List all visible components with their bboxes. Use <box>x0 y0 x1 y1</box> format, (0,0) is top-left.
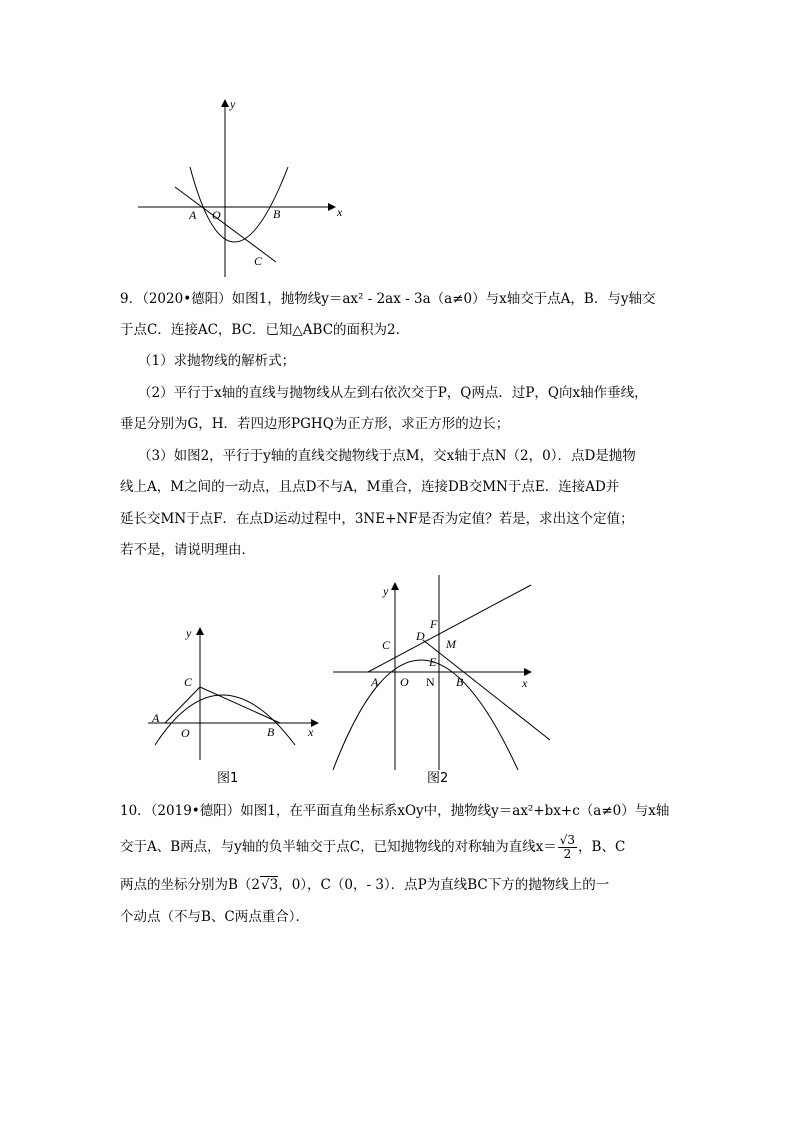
problem10-line2 <box>120 834 625 861</box>
fig1-point-b-label: B <box>267 725 275 739</box>
fig1-x-label: x <box>308 725 314 739</box>
fig2-point-c-label: C <box>382 638 391 652</box>
symmetry-axis-fraction <box>558 834 577 861</box>
fig1-point-c-label: C <box>184 675 193 689</box>
top-figure <box>130 92 360 282</box>
fraction-numerator: √3 <box>559 833 576 847</box>
point-a-label: A <box>189 208 197 222</box>
fig1-point-a-label: A <box>152 711 160 725</box>
figure-2 <box>328 575 558 770</box>
problem9-part3-line4: 若不是，请说明理由． <box>120 542 255 558</box>
fig2-x-label: x <box>522 676 528 690</box>
problem9-part1: （1）求抛物线的解析式； <box>138 353 296 369</box>
fig2-point-e-label: E <box>429 655 437 669</box>
figure-1-graph <box>140 620 330 760</box>
problem10-line3 <box>120 876 609 894</box>
fig1-origin-label: O <box>181 726 190 740</box>
problem10-line4: 个动点（不与B、C两点重合）． <box>120 909 309 925</box>
origin-label: O <box>212 208 221 222</box>
problem9-part2-line1: （2）平行于x轴的直线与抛物线从左到右依次交于P，Q两点．过P，Q向x轴作垂线， <box>138 385 648 401</box>
problem10-line1: 10．（2019•德阳）如图1，在平面直角坐标系xOy中，抛物线y＝ax²+bx+c（a≠0）与x轴 <box>120 803 670 819</box>
problem10-line3-text: 两点的坐标分别为B（2 <box>120 877 261 893</box>
point-c-label: C <box>254 254 263 268</box>
problem10-line3-tail: ，0），C（0，- 3）．点P为直线BC下方的抛物线上的一 <box>278 877 610 893</box>
fig2-point-a-label: A <box>371 675 379 689</box>
figure-2-caption: 图2 <box>427 771 449 786</box>
fig2-point-m-label: M <box>446 637 456 651</box>
fig2-point-n-label: N <box>426 675 435 689</box>
problem9-line2: 于点C．连接AC，BC．已知△ABC的面积为2． <box>120 322 410 338</box>
problem9-part2-line2: 垂足分别为G，H．若四边形PGHQ为正方形，求正方形的边长； <box>120 416 510 432</box>
sqrt-three: √3 <box>261 877 279 893</box>
problem10-line2-text: 交于A、B两点，与y轴的负半轴交于点C，已知抛物线的对称轴为直线x＝ <box>120 839 557 855</box>
fig2-line-db <box>423 640 550 740</box>
fraction-denominator: 2 <box>563 847 572 861</box>
problem9-part3-line2: 线上A，M之间的一动点，且点D不与A，M重合，连接DB交MN于点E．连接AD并 <box>120 479 620 495</box>
point-b-label: B <box>273 207 281 221</box>
figure-1 <box>140 620 330 760</box>
problem10-line2-tail: ，B、C <box>578 839 626 855</box>
fig2-origin-label: O <box>400 675 409 689</box>
figure-2-graph <box>328 575 558 770</box>
x-axis-label: x <box>337 205 343 219</box>
problem9-line1: 9．（2020•德阳）如图1，抛物线y＝ax² - 2ax - 3a（a≠0）与x轴交于点A，B．与y轴交 <box>120 291 656 307</box>
problem9-part3-line3: 延长交MN于点F．在点D运动过程中，3NE+NF是否为定值？若是，求出这个定值； <box>120 511 634 527</box>
top-parabola-graph <box>130 92 360 282</box>
problem9-part3-line1: （3）如图2，平行于y轴的直线交抛物线于点M，交x轴于点N（2，0）．点D是抛物 <box>138 448 636 464</box>
fig1-y-label: y <box>186 626 192 640</box>
fig2-y-label: y <box>383 584 389 598</box>
fig1-segment-ac <box>165 687 200 723</box>
fig2-point-b-label: B <box>456 675 464 689</box>
fig2-line-adf <box>368 585 531 672</box>
fig1-segment-cb <box>200 687 280 723</box>
fig2-point-f-label: F <box>430 617 438 631</box>
y-axis-label: y <box>230 97 236 111</box>
figure-1-caption: 图1 <box>217 771 239 786</box>
fig2-point-d-label: D <box>416 629 425 643</box>
parabola-curve <box>190 167 288 242</box>
